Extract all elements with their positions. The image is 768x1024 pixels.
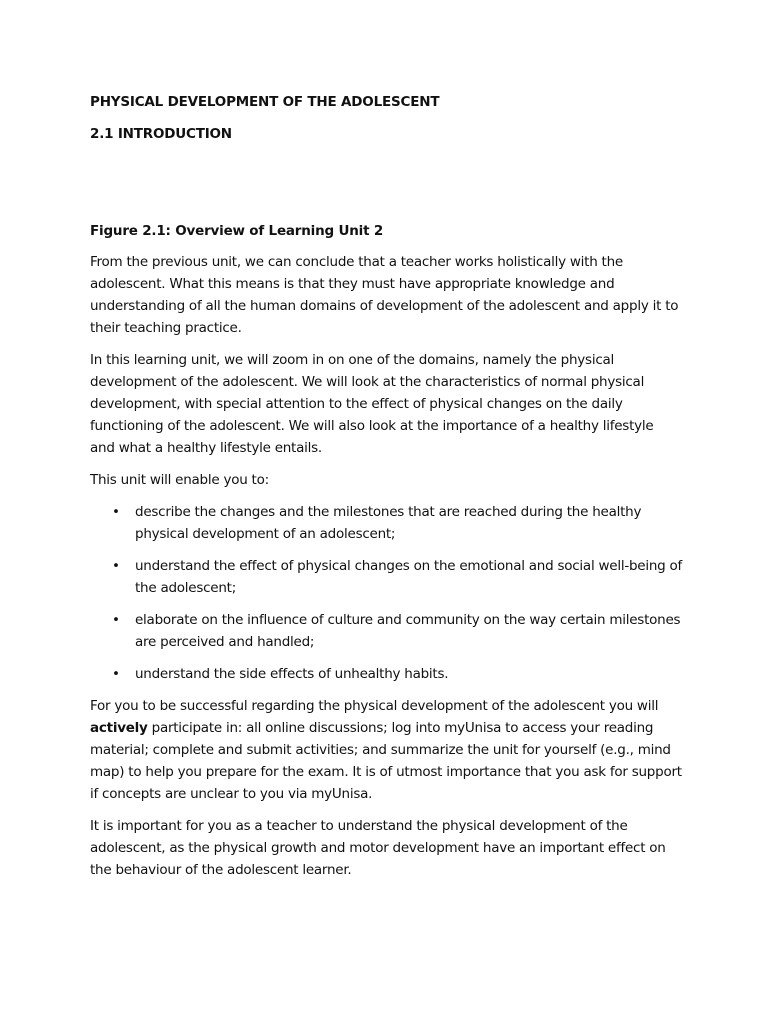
bullet-icon: • <box>112 558 120 574</box>
list-item-text: elaborate on the influence of culture and community on the way certain milestones are perceived and handled; <box>135 612 681 650</box>
paragraph-success-start: For you to be successful regarding the physical development of the adolescent you will <box>90 698 659 714</box>
paragraph-enable: This unit will enable you to: <box>90 472 269 488</box>
list-item <box>90 609 682 653</box>
paragraph-success <box>90 695 682 805</box>
list-item <box>90 555 682 599</box>
list-item <box>90 663 682 685</box>
paragraph-success-end: participate in: all online discussions; log into myUnisa to access your reading material; complete and submit activities; and summarize the unit for yourself (e.g., mind map) to help you prepare for the exam. It is of utmost importance that you ask for support if concepts are unclear to you via myUnisa. <box>90 720 682 802</box>
list-item <box>90 501 682 545</box>
bullet-icon: • <box>112 504 120 520</box>
emphasis-actively: actively <box>90 720 148 736</box>
figure-caption: Figure 2.1: Overview of Learning Unit 2 <box>90 223 384 239</box>
document-page <box>90 92 682 891</box>
bullet-icon: • <box>112 666 120 682</box>
outcomes-list <box>90 501 682 685</box>
paragraph-importance: It is important for you as a teacher to understand the physical development of the adolescent, as the physical growth and motor development have an important effect on the behaviour of the adolescent learner. <box>90 818 666 878</box>
list-item-text: describe the changes and the milestones that are reached during the healthy physical development of an adolescent; <box>135 504 642 542</box>
section-heading: 2.1 INTRODUCTION <box>90 126 232 142</box>
paragraph-previous-unit: From the previous unit, we can conclude that a teacher works holistically with the adolescent. What this means is that they must have appropriate knowledge and understanding of all the human domains of development of the adolescent and apply it to their teaching practice. <box>90 254 679 336</box>
document-title: PHYSICAL DEVELOPMENT OF THE ADOLESCENT <box>90 94 440 110</box>
list-item-text: understand the effect of physical changes on the emotional and social well-being of the adolescent; <box>135 558 683 596</box>
paragraph-learning-unit: In this learning unit, we will zoom in on one of the domains, namely the physical development of the adolescent. We will look at the characteristics of normal physical development, with special attention to the effect of physical changes on the daily functioning of the adolescent. We will also look at the importance of a healthy lifestyle and what a healthy lifestyle entails. <box>90 352 654 456</box>
bullet-icon: • <box>112 612 120 628</box>
list-item-text: understand the side effects of unhealthy habits. <box>135 666 449 682</box>
